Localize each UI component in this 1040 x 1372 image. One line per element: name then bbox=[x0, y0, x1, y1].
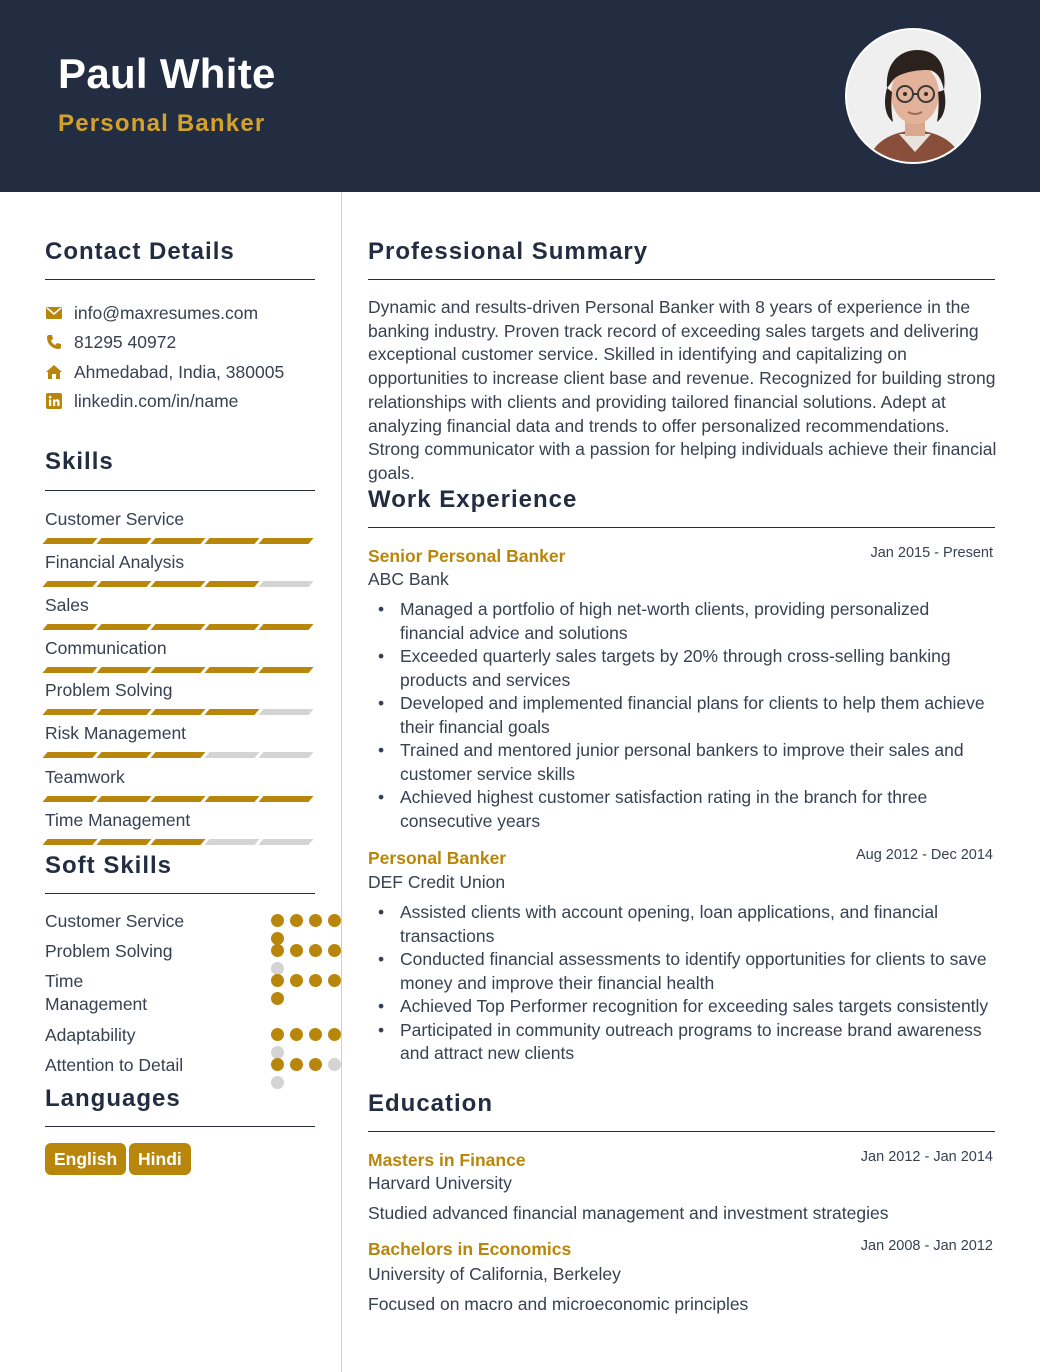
skills-section-rule bbox=[45, 490, 315, 491]
skill-level-segment-filled bbox=[258, 538, 313, 544]
skill-level-segment-filled bbox=[96, 796, 151, 802]
rating-dot-filled bbox=[309, 1058, 322, 1071]
soft-skill-label: Customer Service bbox=[45, 911, 185, 931]
experience-section-rule bbox=[368, 527, 995, 528]
skill-level-segment-filled bbox=[150, 796, 205, 802]
skill-level-segment-filled bbox=[42, 796, 97, 802]
job-bullet: • Assisted clients with account opening, loan applications, and financial transactions bbox=[368, 901, 998, 948]
job-bullet: • Participated in community outreach programs to increase brand awareness and attract new clients bbox=[368, 1019, 998, 1066]
skill-label: Teamwork bbox=[45, 767, 125, 787]
rating-dot-filled bbox=[328, 974, 341, 987]
job-title: Senior Personal Banker bbox=[368, 546, 566, 566]
summary-section-rule bbox=[368, 279, 995, 280]
skill-item bbox=[45, 809, 315, 845]
linkedin-icon bbox=[45, 392, 63, 410]
rating-dot-filled bbox=[328, 1028, 341, 1041]
job-bullet: • Developed and implemented financial plans for clients to help them achieve their financial goals bbox=[368, 692, 998, 739]
rating-dot-empty bbox=[328, 1058, 341, 1071]
contact-section-title: Contact Details bbox=[45, 238, 235, 265]
soft-skills-section-title: Soft Skills bbox=[45, 852, 173, 879]
skill-level-segment-filled bbox=[42, 839, 97, 845]
school-name: Harvard University bbox=[368, 1173, 512, 1193]
soft-skill-rating bbox=[271, 914, 343, 945]
education-section-rule bbox=[368, 1131, 995, 1132]
skill-level-segment-filled bbox=[150, 538, 205, 544]
skill-item bbox=[45, 508, 315, 544]
contact-email[interactable] bbox=[45, 301, 258, 325]
job-date: Jan 2015 - Present bbox=[870, 545, 993, 561]
candidate-role: Personal Banker bbox=[58, 110, 266, 137]
rating-dot-empty bbox=[271, 1076, 284, 1089]
skill-level-bar bbox=[45, 752, 315, 758]
job-bullets bbox=[368, 598, 998, 833]
contact-address-text: Ahmedabad, India, 380005 bbox=[74, 361, 285, 382]
skill-level-segment-empty bbox=[258, 581, 313, 587]
column-divider bbox=[341, 192, 342, 1372]
skill-level-segment-filled bbox=[42, 709, 97, 715]
skill-item bbox=[45, 722, 315, 758]
skill-level-segment-filled bbox=[96, 538, 151, 544]
skill-level-segment-filled bbox=[96, 709, 151, 715]
job-bullet: • Conducted financial assessments to identify opportunities for clients to save money and improve their financial health bbox=[368, 948, 998, 995]
skill-level-segment-filled bbox=[96, 752, 151, 758]
education-date: Jan 2012 - Jan 2014 bbox=[860, 1149, 993, 1165]
rating-dot-filled bbox=[271, 914, 284, 927]
contact-linkedin-text: linkedin.com/in/name bbox=[74, 390, 239, 411]
skill-level-segment-empty bbox=[204, 839, 259, 845]
languages-section-rule bbox=[45, 1126, 315, 1127]
skill-level-bar bbox=[45, 581, 315, 587]
skill-label: Problem Solving bbox=[45, 680, 173, 700]
job-date: Aug 2012 - Dec 2014 bbox=[855, 847, 993, 863]
skill-level-bar bbox=[45, 667, 315, 673]
resume-header bbox=[0, 0, 1040, 192]
soft-skill-rating bbox=[271, 944, 343, 975]
skill-level-bar bbox=[45, 839, 315, 845]
skill-level-bar bbox=[45, 709, 315, 715]
job-bullet: • Exceeded quarterly sales targets by 20% through cross-selling banking products and services bbox=[368, 645, 998, 692]
skill-level-segment-filled bbox=[150, 624, 205, 630]
candidate-name: Paul White bbox=[58, 50, 276, 97]
rating-dot-filled bbox=[290, 1058, 303, 1071]
skill-label: Sales bbox=[45, 595, 89, 615]
school-name: University of California, Berkeley bbox=[368, 1264, 621, 1284]
skill-label: Financial Analysis bbox=[45, 552, 185, 572]
skill-label: Communication bbox=[45, 638, 167, 658]
skill-level-segment-filled bbox=[204, 709, 259, 715]
rating-dot-filled bbox=[271, 1028, 284, 1041]
skill-item bbox=[45, 551, 315, 587]
skill-level-segment-empty bbox=[258, 709, 313, 715]
profile-photo bbox=[845, 28, 981, 164]
soft-skill-label: Adaptability bbox=[45, 1025, 136, 1045]
skill-level-segment-filled bbox=[204, 624, 259, 630]
skill-level-segment-filled bbox=[42, 581, 97, 587]
soft-skills-section-rule bbox=[45, 893, 315, 894]
envelope-icon bbox=[45, 304, 63, 322]
soft-skill-rating bbox=[271, 974, 343, 1005]
skills-section-title: Skills bbox=[45, 448, 114, 475]
skill-level-bar bbox=[45, 538, 315, 544]
skill-level-segment-empty bbox=[258, 752, 313, 758]
skill-item bbox=[45, 766, 315, 802]
rating-dot-filled bbox=[328, 914, 341, 927]
skill-level-segment-filled bbox=[42, 667, 97, 673]
education-description: Focused on macro and microeconomic principles bbox=[368, 1294, 749, 1314]
skill-level-segment-filled bbox=[42, 752, 97, 758]
education-date: Jan 2008 - Jan 2012 bbox=[860, 1238, 993, 1254]
soft-skill-rating bbox=[271, 1028, 343, 1059]
rating-dot-filled bbox=[290, 914, 303, 927]
skill-item bbox=[45, 679, 315, 715]
skill-level-segment-filled bbox=[204, 796, 259, 802]
skill-item bbox=[45, 637, 315, 673]
contact-section-rule bbox=[45, 279, 315, 280]
skill-level-segment-filled bbox=[204, 538, 259, 544]
skill-item bbox=[45, 594, 315, 630]
skill-level-segment-filled bbox=[150, 667, 205, 673]
language-badge: Hindi bbox=[129, 1143, 191, 1175]
skill-level-bar bbox=[45, 624, 315, 630]
experience-section-title: Work Experience bbox=[368, 486, 578, 513]
job-bullet: • Achieved Top Performer recognition for exceeding sales targets consistently bbox=[368, 995, 998, 1019]
rating-dot-filled bbox=[309, 974, 322, 987]
rating-dot-filled bbox=[328, 944, 341, 957]
contact-linkedin[interactable] bbox=[45, 389, 238, 413]
rating-dot-filled bbox=[309, 1028, 322, 1041]
skill-level-segment-filled bbox=[96, 839, 151, 845]
skill-level-segment-filled bbox=[258, 624, 313, 630]
soft-skill-label: Problem Solving bbox=[45, 941, 173, 961]
skill-level-segment-filled bbox=[204, 667, 259, 673]
skill-level-segment-filled bbox=[150, 581, 205, 587]
skill-level-segment-filled bbox=[96, 624, 151, 630]
skill-level-segment-filled bbox=[42, 624, 97, 630]
soft-skill-label: Time Management bbox=[45, 971, 148, 1014]
rating-dot-filled bbox=[290, 1028, 303, 1041]
soft-skill-label: Attention to Detail bbox=[45, 1055, 184, 1075]
job-bullet: • Trained and mentored junior personal bankers to improve their sales and customer service skills bbox=[368, 739, 998, 786]
contact-email-text: info@maxresumes.com bbox=[74, 302, 259, 323]
skill-level-segment-filled bbox=[96, 581, 151, 587]
contact-phone-text: 81295 40972 bbox=[74, 331, 177, 352]
skill-level-segment-filled bbox=[150, 709, 205, 715]
education-description: Studied advanced financial management and investment strategies bbox=[368, 1203, 889, 1223]
skill-level-segment-empty bbox=[258, 839, 313, 845]
contact-phone[interactable] bbox=[45, 330, 176, 354]
rating-dot-filled bbox=[271, 944, 284, 957]
rating-dot-filled bbox=[290, 974, 303, 987]
skill-level-segment-filled bbox=[258, 796, 313, 802]
education-section-title: Education bbox=[368, 1090, 494, 1117]
job-bullet: • Achieved highest customer satisfaction rating in the branch for three consecutive years bbox=[368, 786, 998, 833]
skill-label: Customer Service bbox=[45, 509, 185, 529]
home-icon bbox=[45, 363, 63, 381]
skill-level-segment-filled bbox=[258, 667, 313, 673]
job-bullet: • Managed a portfolio of high net-worth clients, providing personalized financial advice and solutions bbox=[368, 598, 998, 645]
rating-dot-filled bbox=[271, 992, 284, 1005]
job-bullets bbox=[368, 901, 998, 1066]
degree-title: Masters in Finance bbox=[368, 1150, 526, 1170]
degree-title: Bachelors in Economics bbox=[368, 1239, 572, 1259]
job-organization: ABC Bank bbox=[368, 569, 449, 589]
rating-dot-filled bbox=[309, 944, 322, 957]
skill-level-segment-filled bbox=[42, 538, 97, 544]
rating-dot-filled bbox=[290, 944, 303, 957]
job-organization: DEF Credit Union bbox=[368, 872, 506, 892]
rating-dot-filled bbox=[309, 914, 322, 927]
languages-section-title: Languages bbox=[45, 1085, 181, 1112]
skill-level-segment-empty bbox=[204, 752, 259, 758]
skill-label: Risk Management bbox=[45, 723, 187, 743]
phone-icon bbox=[45, 333, 63, 351]
rating-dot-filled bbox=[271, 974, 284, 987]
job-title: Personal Banker bbox=[368, 848, 507, 868]
summary-section-title: Professional Summary bbox=[368, 238, 649, 265]
language-badge: English bbox=[45, 1143, 126, 1175]
soft-skill-rating bbox=[271, 1058, 343, 1089]
skill-label: Time Management bbox=[45, 810, 191, 830]
skill-level-bar bbox=[45, 796, 315, 802]
skill-level-segment-filled bbox=[150, 752, 205, 758]
skill-level-segment-filled bbox=[204, 581, 259, 587]
contact-address bbox=[45, 360, 284, 384]
summary-text: Dynamic and results-driven Personal Banker with 8 years of experience in the banking industry. Proven track record of exceeding sales targets and delivering exceptional customer service. Skilled in identifying and capitalizing on opportunities to increase client base and revenue. Recognized for building strong relationships with clients and providing tailored financial solutions. Adept at analyzing financial data and trends to offer personalized recommendations. Strong communicator with a passion for helping individuals achieve their financial goals. bbox=[368, 297, 997, 483]
skill-level-segment-filled bbox=[96, 667, 151, 673]
skill-level-segment-filled bbox=[150, 839, 205, 845]
rating-dot-filled bbox=[271, 1058, 284, 1071]
